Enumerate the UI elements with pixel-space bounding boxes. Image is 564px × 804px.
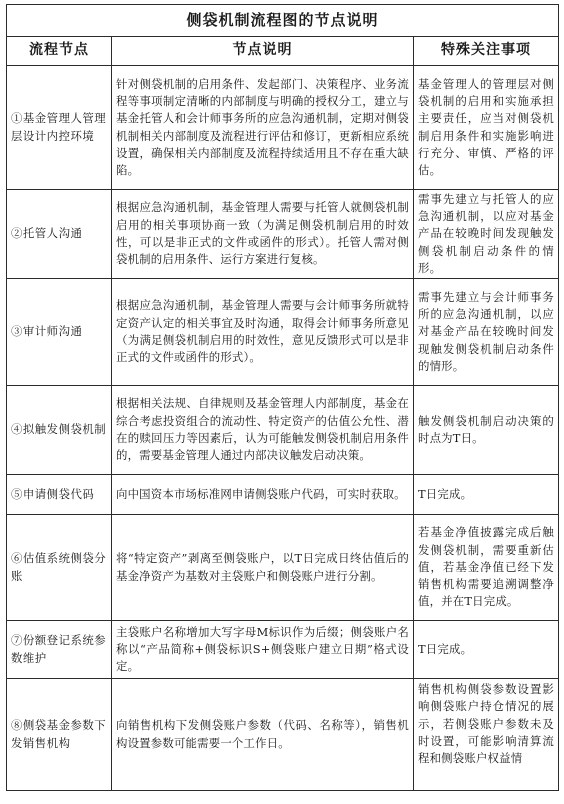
flow-node-cell: ①基金管理人管理层设计内控环境 xyxy=(7,66,112,190)
table-title: 侧袋机制流程图的节点说明 xyxy=(7,5,559,37)
table-row xyxy=(7,190,559,279)
special-note-cell: 销售机构侧袋参数设置影响侧袋账户持仓情况的展示，若侧袋账户参数未及时设置，可能影响清算流程和侧袋账户权益情 xyxy=(414,679,559,791)
node-description-cell: 根据相关法规、自律规则及基金管理人内部制度，基金在综合考虑投资组合的流动性、特定资产的估值公允性、潜在的赎回压力等因素后，认为可能触发侧袋机制启用条件的，需要基金管理人通过内部决议触发启动决策。 xyxy=(112,386,414,475)
table-row xyxy=(7,679,559,791)
header-special-notes: 特殊关注事项 xyxy=(414,37,559,66)
node-description-cell: 向销售机构下发侧袋账户参数（代码、名称等），销售机构设置参数可能需要一个工作日。 xyxy=(112,679,414,791)
special-note-cell: 若基金净值披露完成后触发侧袋机制，需要重新估值，若基金净值已经下发销售机构需要追溯调整净值，并在T日完成。 xyxy=(414,515,559,621)
table-row xyxy=(7,279,559,386)
node-description-cell: 将“特定资产”剥离至侧袋账户，以T日完成日终估值后的基金净资产为基数对主袋账户和侧袋账户进行分割。 xyxy=(112,515,414,621)
flow-node-cell: ⑦份额登记系统参数维护 xyxy=(7,621,112,679)
node-description-cell: 针对侧袋机制的启用条件、发起部门、决策程序、业务流程等事项制定清晰的内部制度与明确的授权分工，建立与基金托管人和会计师事务所的应急沟通机制，定期对侧袋机制相关内部制度及流程进行评估和修订，更新相应系统设置，确保相关内部制度及流程持续适用且不存在重大缺陷。 xyxy=(112,66,414,190)
flow-node-cell: ③审计师沟通 xyxy=(7,279,112,386)
flow-node-cell: ⑧侧袋基金参数下发销售机构 xyxy=(7,679,112,791)
table-row xyxy=(7,515,559,621)
table-row xyxy=(7,475,559,515)
table-row xyxy=(7,386,559,475)
special-note-cell: 需事先建立与托管人的应急沟通机制，以应对基金产品在较晚时间发现触发侧袋机制启动条件的情形。 xyxy=(414,190,559,279)
node-description-cell: 向中国资本市场标准网申请侧袋账户代码，可实时获取。 xyxy=(112,475,414,515)
node-description-cell: 主袋账户名称增加大写字母M标识作为后缀；侧袋账户名称以“产品简称+侧袋标识S+侧袋账户建立日期”格式设定。 xyxy=(112,621,414,679)
flow-node-cell: ⑤申请侧袋代码 xyxy=(7,475,112,515)
title-row xyxy=(7,5,559,37)
header-flow-node: 流程节点 xyxy=(7,37,112,66)
table-row xyxy=(7,621,559,679)
table-row xyxy=(7,66,559,190)
flow-node-cell: ④拟触发侧袋机制 xyxy=(7,386,112,475)
flow-node-cell: ②托管人沟通 xyxy=(7,190,112,279)
node-description-cell: 根据应急沟通机制，基金管理人需要与会计师事务所就特定资产认定的相关事宜及时沟通，取得会计师事务所意见（为满足侧袋机制启用的时效性，意见反馈形式可以是非正式的文件或函件的形式）。 xyxy=(112,279,414,386)
special-note-cell: 基金管理人的管理层对侧袋机制的启用和实施承担主要责任，应当对侧袋机制启用条件和实施影响进行充分、审慎、严格的评估。 xyxy=(414,66,559,190)
header-row xyxy=(7,37,559,66)
special-note-cell: 触发侧袋机制启动决策的时点为T日。 xyxy=(414,386,559,475)
special-note-cell: T日完成。 xyxy=(414,621,559,679)
node-description-table xyxy=(6,4,559,791)
special-note-cell: 需事先建立与会计师事务所的应急沟通机制，以应对基金产品在较晚时间发现触发侧袋机制启动条件的情形。 xyxy=(414,279,559,386)
special-note-cell: T日完成。 xyxy=(414,475,559,515)
node-description-cell: 根据应急沟通机制，基金管理人需要与托管人就侧袋机制启用的相关事项协商一致（为满足侧袋机制启用的时效性，可以是非正式的文件或函件的形式）。托管人需对侧袋机制的启用条件、运行方案进行复核。 xyxy=(112,190,414,279)
header-node-description: 节点说明 xyxy=(112,37,414,66)
flow-node-cell: ⑥估值系统侧袋分账 xyxy=(7,515,112,621)
document-page xyxy=(6,4,558,791)
